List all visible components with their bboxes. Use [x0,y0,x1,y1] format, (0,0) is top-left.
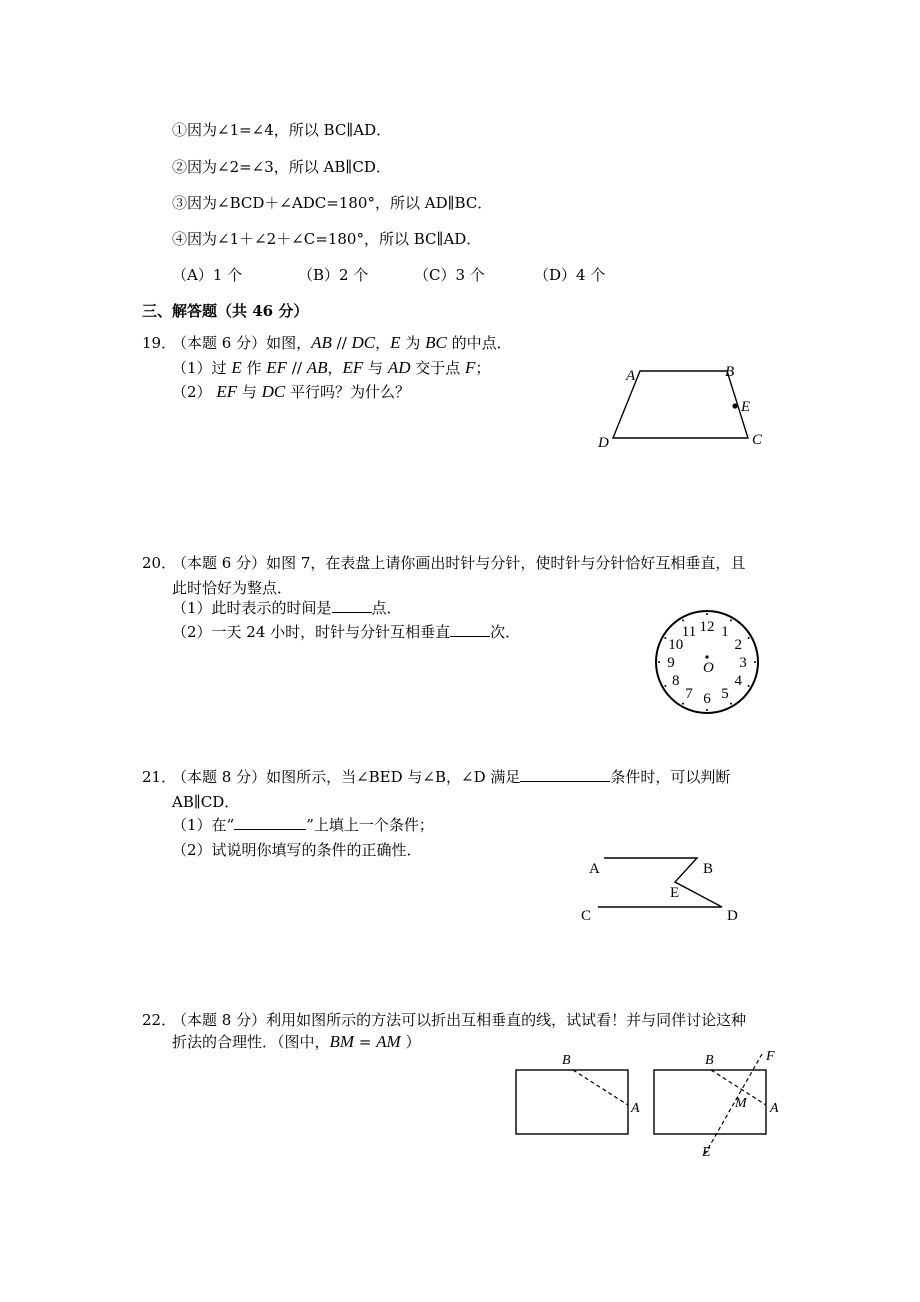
q21-number: 21． [142,768,177,786]
q20-stem-line2: 此时恰好为整点． [172,579,293,597]
q21-stem-line1: （本题 8 分）如图所示，当∠BED 与∠B，∠D 满足 条件时，可以判断 [172,768,731,786]
label-d: D [727,908,738,924]
clock-number: 10 [668,637,684,653]
label-e: E [702,1145,711,1160]
clock-number: 11 [681,623,697,640]
clock-number: 12 [699,619,715,635]
clock-tick [682,619,684,621]
q20-part-2: （2）一天 24 小时，时针与分针互相垂直 次． [172,623,521,641]
clock-face-figure [654,604,760,716]
rectangle-1 [516,1070,628,1134]
q21-part-2: （2）试说明你填写的条件的正确性． [172,841,422,859]
clock-tick [658,661,660,663]
q19-trapezoid-figure [590,358,770,458]
clock-number: 2 [734,637,742,653]
q21-stem-line2: AB∥CD． [172,793,240,811]
q22-stem-line2: 折法的合理性．（图中，BM = AM ） [172,1032,421,1051]
clock-number: 3 [739,655,747,671]
q18-statement-3: ③因为∠BCD＋∠ADC=180°，所以 AD∥BC． [172,194,493,212]
clock-number: 4 [734,673,742,689]
clock-number: 9 [667,655,675,671]
label-d: D [598,435,609,451]
point-e [732,403,737,408]
q22-stem-line1: （本题 8 分）利用如图所示的方法可以折出互相垂直的线，试试看！并与同伴讨论这种 [172,1011,747,1029]
q21-figure [580,850,750,930]
fold-line-fe [705,1054,762,1154]
label-b: B [703,861,714,877]
q21-part-1: （1）在“ ”上填上一个条件； [172,816,434,834]
center-dot [705,655,708,658]
answer-blank[interactable] [520,767,610,782]
rectangle-2 [654,1070,766,1134]
center-label-o: O [703,660,714,676]
clock-number: 7 [685,686,693,703]
section-title: 三、解答题（共 46 分） [142,302,309,320]
q18-statement-1: ①因为∠1=∠4，所以 BC∥AD． [172,121,392,139]
option-b: （B）2 个 [298,266,369,284]
label-b: B [705,1053,714,1068]
clock-number: 8 [672,673,680,689]
clock-number: 1 [721,623,729,640]
label-c: C [581,908,592,924]
option-c: （C）3 个 [414,266,485,284]
label-f: F [766,1049,775,1064]
clock-number: 5 [721,686,729,703]
clock-tick [706,613,708,615]
clock-tick [682,703,684,705]
label-c: C [752,432,763,448]
q19-part-2: （2） EF 与 DC 平行吗？为什么？ [172,382,411,401]
q19-number: 19． [142,334,177,352]
clock-tick [664,637,666,639]
clock-tick [730,703,732,705]
q19-stem: （本题 6 分）如图，AB // DC，E 为 BC 的中点． [172,333,512,352]
q20-stem-line1: （本题 6 分）如图 7，在表盘上请你画出时针与分针，使时针与分针恰好互相垂直，且 [172,554,746,572]
label-m: M [735,1096,747,1111]
label-a: A [589,861,600,877]
clock-tick [664,685,666,687]
label-b: B [725,364,735,380]
label-b: B [562,1053,571,1068]
q19-part-1: （1）过 E 作 EF // AB，EF 与 AD 交于点 F； [172,358,491,377]
label-a: A [626,368,636,384]
clock-tick [730,619,732,621]
q18-statement-2: ②因为∠2=∠3，所以 AB∥CD． [172,158,391,176]
q18-statement-4: ④因为∠1＋∠2＋∠C=180°，所以 BC∥AD． [172,230,482,248]
option-d: （D）4 个 [534,266,606,284]
answer-blank[interactable] [332,598,372,613]
label-e: E [670,885,680,901]
option-a: （A）1 个 [172,266,243,284]
clock-tick [706,709,708,711]
answer-blank[interactable] [450,622,490,637]
q20-number: 20． [142,554,177,572]
fold-line-ba [573,1070,628,1105]
q22-number: 22． [142,1011,177,1029]
label-a: A [631,1101,640,1116]
q18-options [172,265,605,285]
q22-folding-figures [500,1048,800,1168]
label-e: E [741,399,751,415]
answer-blank[interactable] [234,815,306,830]
q20-part-1: （1）此时表示的时间是 点． [172,599,402,617]
clock-tick [748,685,750,687]
clock-number: 6 [703,691,711,707]
clock-tick [754,661,756,663]
label-a: A [770,1101,779,1116]
clock-tick [748,637,750,639]
